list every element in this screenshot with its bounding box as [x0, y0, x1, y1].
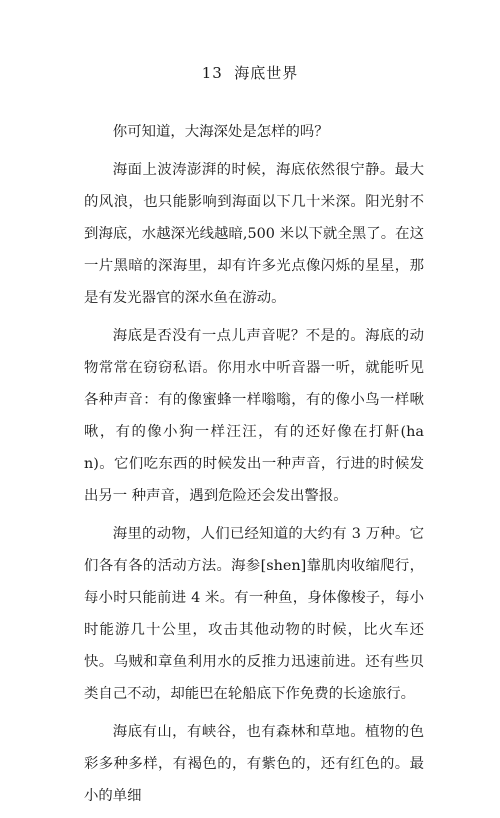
paragraph-1: 你可知道，大海深处是怎样的吗？ [112, 124, 329, 140]
paragraph-2: 海面上波涛澎湃的时候，海底依然很宁静。最大的风浪，也只能影响到海面以下几十米深。阳光射不到海底，水越深光线越暗,500 米以下就全黑了。在这一片黑暗的深海里，却有许多光点像闪烁的星星，那是有发光器官的深水鱼在游动。 [84, 162, 424, 306]
paragraph-3: 海底是否没有一点儿声音呢？不是的。海底的动物常常在窃窃私语。你用水中听音器一听，就能听见各种声音：有的像蜜蜂一样嗡嗡，有的像小鸟一样啾啾，有的像小狗一样汪汪，有的还好像在打鼾(han)。它们吃东西的时候发出一种声音，行进的时候发出另一 种声音，遇到危险还会发出警报。 [84, 328, 424, 504]
paragraph-5: 海底有山，有峡谷，也有森林和草地。植物的色彩多种多样，有褐色的，有紫色的，还有红色的。最小的单细 [84, 724, 424, 804]
paragraph-4: 海里的动物，人们已经知道的大约有 3 万种。它们各有各的活动方法。海参[shen]靠肌肉收缩爬行，每小时只能前进 4 米。有一种鱼，身体像梭子，每小时能游几十公里，攻击其他动物的时候，比火车还快。乌贼和章鱼利用水的反推力迅速前进。还有些贝类自己不动，却能巴在轮船底下作免费的长途旅行。 [84, 526, 424, 702]
document-body [84, 116, 424, 818]
page-title: 13 海底世界 [201, 64, 299, 82]
